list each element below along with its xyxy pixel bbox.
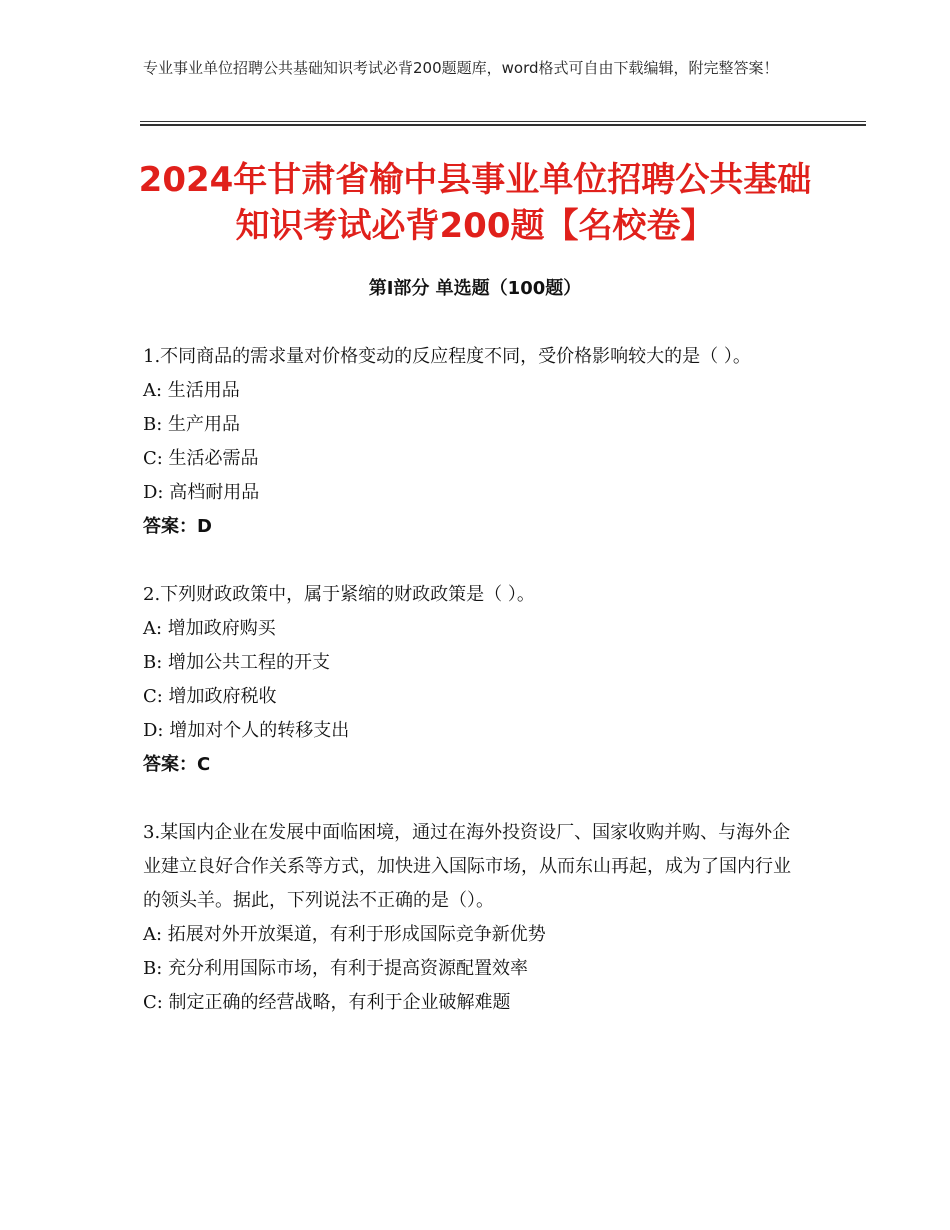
question-2 [143, 578, 805, 782]
option-a: A: 拓展对外开放渠道，有利于形成国际竞争新优势 [143, 924, 546, 945]
option-b: B: 增加公共工程的开支 [143, 652, 331, 673]
option-b: B: 生产用品 [143, 414, 241, 435]
document-title-line-1: 2024年甘肃省榆中县事业单位招聘公共基础 [138, 160, 812, 200]
answer: 答案：C [143, 754, 211, 775]
question-list [143, 340, 805, 1054]
header-note: 专业事业单位招聘公共基础知识考试必背200题题库，word格式可自由下载编辑，附完整答案！ [143, 59, 779, 77]
document-title [100, 157, 850, 249]
header-divider [140, 121, 866, 126]
option-c: C: 增加政府税收 [143, 686, 277, 707]
option-c: C: 制定正确的经营战略，有利于企业破解难题 [143, 992, 511, 1013]
question-1 [143, 340, 805, 544]
question-stem: 2.下列财政政策中，属于紧缩的财政政策是（ ）。 [143, 584, 535, 605]
answer: 答案：D [143, 516, 212, 537]
option-d: D: 增加对个人的转移支出 [143, 720, 350, 741]
section-heading: 第Ⅰ部分 单选题（100题） [368, 278, 582, 299]
option-a: A: 增加政府购买 [143, 618, 276, 639]
option-b: B: 充分利用国际市场，有利于提高资源配置效率 [143, 958, 529, 979]
option-d: D: 高档耐用品 [143, 482, 260, 503]
option-c: C: 生活必需品 [143, 448, 259, 469]
document-title-line-2: 知识考试必背200题【名校卷】 [235, 206, 715, 246]
option-a: A: 生活用品 [143, 380, 240, 401]
question-3 [143, 816, 805, 1020]
question-stem: 1.不同商品的需求量对价格变动的反应程度不同，受价格影响较大的是（ ）。 [143, 346, 751, 367]
question-stem: 3.某国内企业在发展中面临困境，通过在海外投资设厂、国家收购并购、与海外企业建立良好合作关系等方式，加快进入国际市场，从而东山再起，成为了国内行业的领头羊。据此，下列说法不正确的是（）。 [143, 822, 791, 911]
